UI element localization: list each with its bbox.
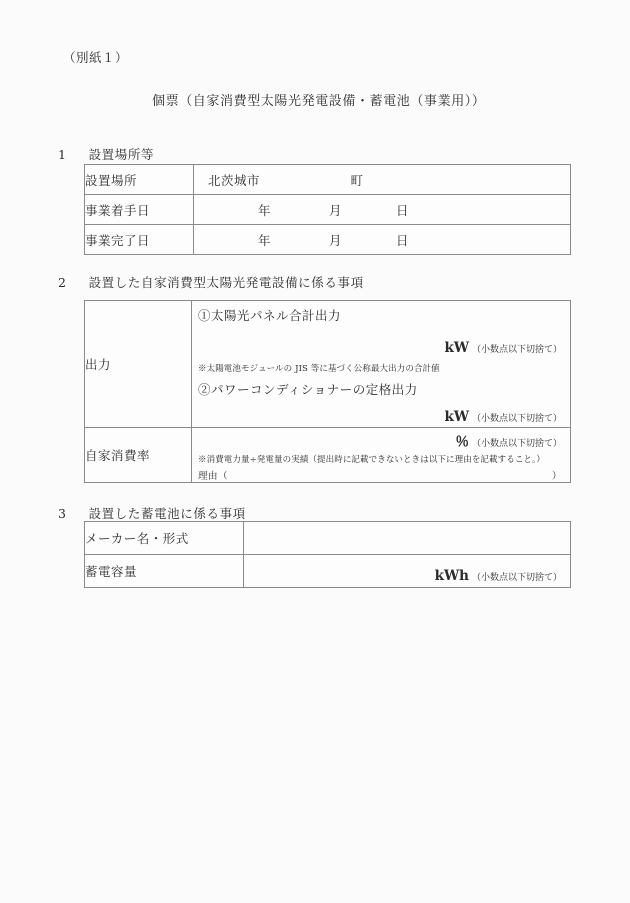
document-title: 個票（自家消費型太陽光発電設備・蓄電池（事業用）） <box>152 94 486 109</box>
output-item-2-title: ②パワーコンディショナーの定格出力 <box>198 382 418 397</box>
row-value-start-date[interactable] <box>194 195 571 225</box>
reason-input-line[interactable] <box>192 468 570 482</box>
day-marker: 日 <box>396 232 410 248</box>
storage-battery-table <box>84 521 571 588</box>
output-item-1-note: ※太陽電池モジュールの JIS 等に基づく公称最大出力の合計値 <box>198 364 440 374</box>
row-value-maker-model[interactable] <box>244 522 571 555</box>
installation-location-table <box>84 164 571 255</box>
self-consumption-unit-note: （小数点以下切捨て） <box>471 439 562 449</box>
row-label-maker-model: メーカー名・形式 <box>85 522 244 555</box>
section-1-heading <box>58 145 154 163</box>
output-item-1-title: ①太陽光パネル合計出力 <box>198 308 342 323</box>
section-2-heading <box>58 273 364 291</box>
city-name: 北茨城市 <box>208 172 261 188</box>
row-label-completion-date: 事業完了日 <box>85 225 194 255</box>
section-3-heading <box>58 504 246 522</box>
month-marker: 月 <box>329 202 343 218</box>
table-row <box>85 165 571 195</box>
section-3-number: 3 <box>58 506 67 521</box>
row-label-output: 出力 <box>85 301 192 428</box>
table-row <box>85 522 571 555</box>
storage-capacity-unit-note: （小数点以下切捨て） <box>471 572 562 583</box>
town-suffix: 町 <box>350 172 364 188</box>
output-item-2-unit-note: （小数点以下切捨て） <box>471 414 562 424</box>
row-label-storage-capacity: 蓄電容量 <box>85 555 244 588</box>
day-marker: 日 <box>396 202 410 218</box>
document-reference-label: （別紙１） <box>63 50 129 65</box>
row-value-output[interactable] <box>192 301 571 428</box>
reason-open-paren: 理由（ <box>198 471 229 482</box>
row-label-start-date: 事業着手日 <box>85 195 194 225</box>
section-3-title: 設置した蓄電池に係る事項 <box>88 506 246 521</box>
year-marker: 年 <box>258 202 272 218</box>
output-item-2-unit: kW <box>444 409 469 425</box>
row-value-storage-capacity[interactable] <box>244 555 571 588</box>
output-item-1-unit: kW <box>444 340 469 356</box>
row-value-self-consumption-rate[interactable] <box>192 428 571 483</box>
table-row <box>85 555 571 588</box>
section-2-number: 2 <box>58 275 67 290</box>
self-consumption-unit: ％ <box>455 434 469 450</box>
year-marker: 年 <box>258 232 272 248</box>
row-value-installation-place[interactable] <box>194 165 571 195</box>
row-label-installation-place: 設置場所 <box>85 165 194 195</box>
row-value-completion-date[interactable] <box>194 225 571 255</box>
table-row <box>85 195 571 225</box>
self-consumption-note: ※消費電力量÷発電量の実績（提出時に記載できないときは以下に理由を記載すること。） <box>198 455 545 465</box>
table-row <box>85 225 571 255</box>
reason-close-paren: ） <box>551 471 562 482</box>
row-label-self-consumption-rate: 自家消費率 <box>85 428 192 483</box>
table-row <box>85 428 571 483</box>
section-1-title: 設置場所等 <box>88 147 155 162</box>
table-row <box>85 301 571 428</box>
storage-capacity-unit: kWh <box>434 567 469 584</box>
solar-equipment-table <box>84 300 571 483</box>
month-marker: 月 <box>329 232 343 248</box>
section-1-number: 1 <box>58 147 67 162</box>
output-item-1-unit-note: （小数点以下切捨て） <box>471 345 562 355</box>
section-2-title: 設置した自家消費型太陽光発電設備に係る事項 <box>88 275 364 290</box>
